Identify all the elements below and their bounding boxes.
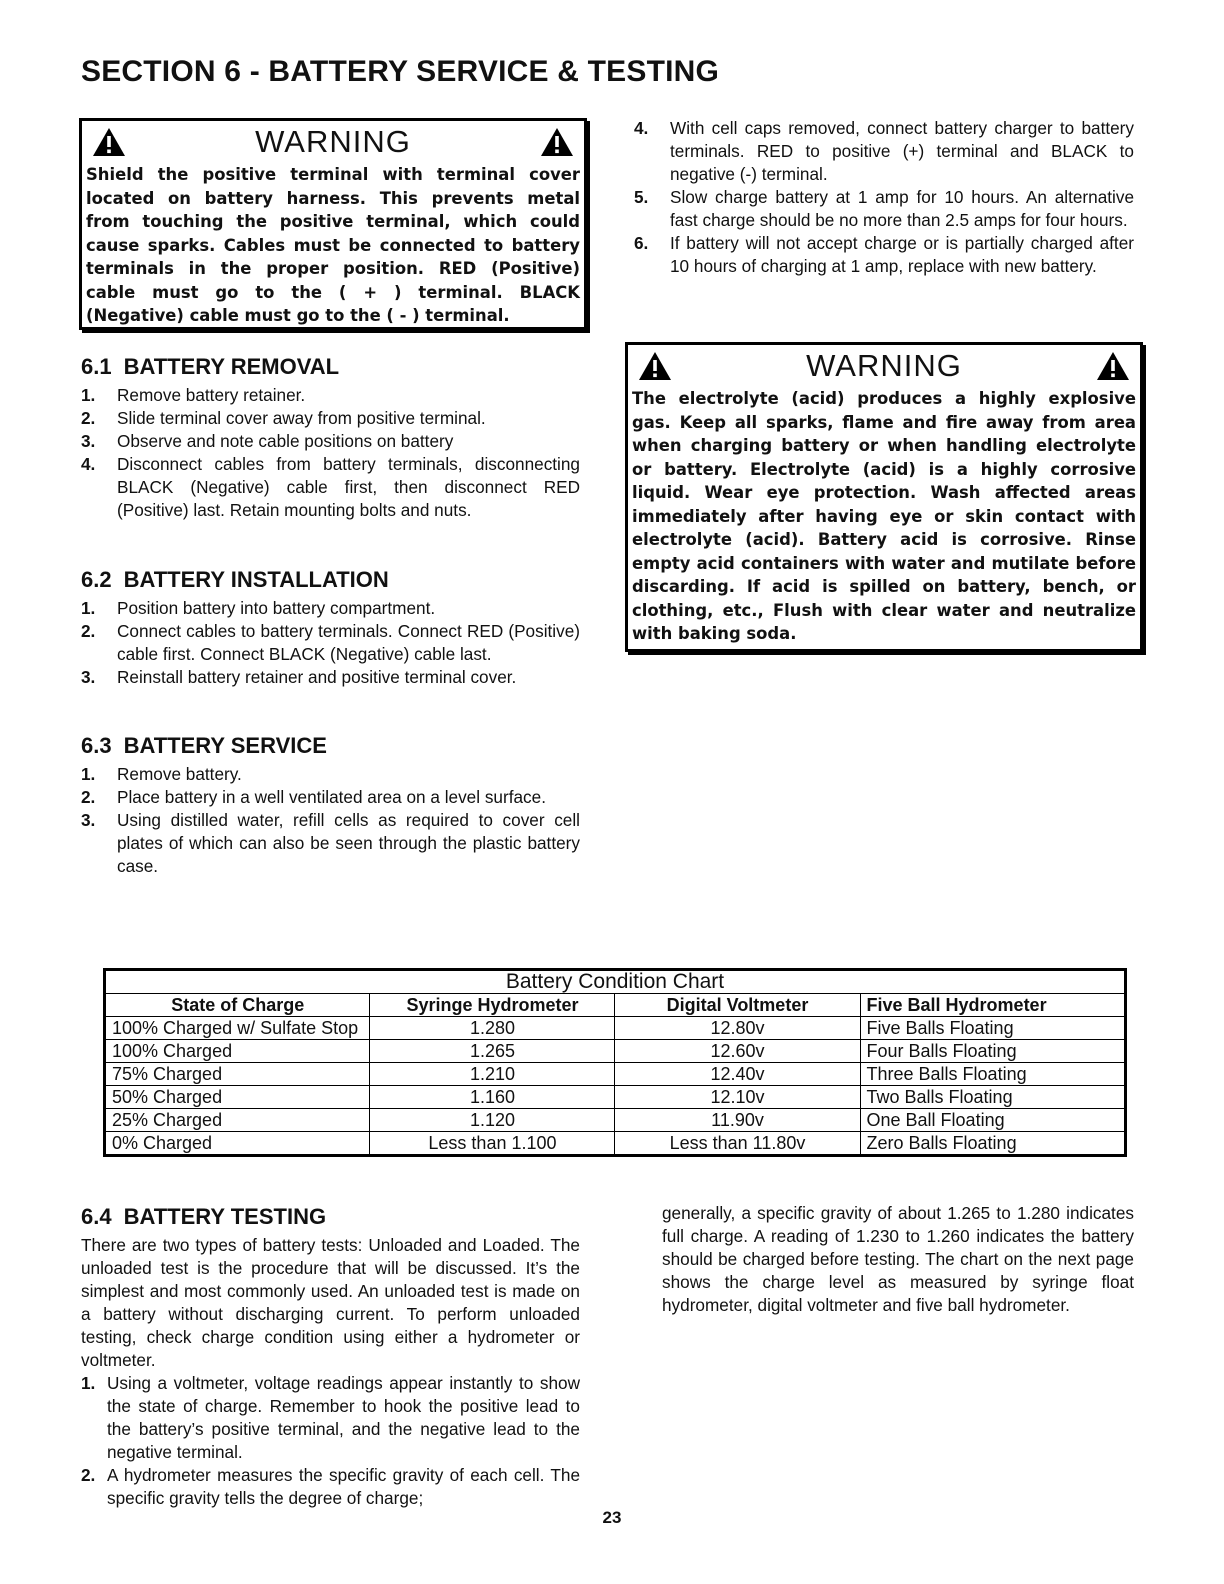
list-item: 2. Place battery in a well ventilated area on a level surface. <box>81 787 546 807</box>
table-cell: 1.160 <box>370 1086 615 1109</box>
table-row <box>105 1109 1126 1132</box>
table-row <box>105 1017 1126 1040</box>
table-cell: One Ball Floating <box>860 1109 1125 1132</box>
section-title: SECTION 6 - BATTERY SERVICE & TESTING <box>81 55 720 88</box>
table-row <box>105 1132 1126 1156</box>
battery-condition-chart <box>103 968 1127 1157</box>
list-item: 1. Remove battery retainer. <box>81 385 306 405</box>
list-item: 3. Using distilled water, refill cells as required to cover cell plates of which can also be seen through the plastic battery case. <box>81 810 580 876</box>
section-heading: BATTERY INSTALLATION <box>123 567 389 592</box>
table-cell: 11.90v <box>615 1109 860 1132</box>
table-row <box>105 1040 1126 1063</box>
table-cell: Less than 1.100 <box>370 1132 615 1156</box>
table-cell: Two Balls Floating <box>860 1086 1125 1109</box>
warning-triangle-icon <box>540 127 574 157</box>
list-item: 3. Observe and note cable positions on battery <box>81 431 454 451</box>
warning-title: WARNING <box>806 348 962 383</box>
section-battery-testing <box>81 1204 580 1510</box>
column-header: Digital Voltmeter <box>615 994 860 1017</box>
warning-title: WARNING <box>255 124 411 159</box>
installation-steps <box>81 597 580 689</box>
section-number: 6.1 <box>81 354 112 379</box>
section-heading: BATTERY REMOVAL <box>123 354 340 379</box>
table-cell: Three Balls Floating <box>860 1063 1125 1086</box>
warning-triangle-icon <box>1096 351 1130 381</box>
table-cell: Less than 11.80v <box>615 1132 860 1156</box>
column-header: State of Charge <box>105 994 370 1017</box>
table-cell: 1.265 <box>370 1040 615 1063</box>
warning-text: The electrolyte (acid) produces a highly explosive gas. Keep all sparks, flame and fire away from area when charging battery or when handling electrolyte or battery. Electrolyte (acid) is a highly corrosive liquid. Wear eye protection. Wash affected areas immediately after having eye or skin contact with electrolyte (acid). Battery acid is corrosive. Rinse empty acid containers with water and mutilate before discarding. If acid is spilled on battery, bench, or clothing, etc., Flush with clear water and neutralize with baking soda. <box>632 389 1136 643</box>
table-cell: 1.280 <box>370 1017 615 1040</box>
table-cell: 1.210 <box>370 1063 615 1086</box>
section-heading: BATTERY TESTING <box>123 1204 327 1229</box>
warning-triangle-icon <box>92 127 126 157</box>
warning-triangle-icon <box>638 351 672 381</box>
table-cell: 50% Charged <box>105 1086 370 1109</box>
section-number: 6.4 <box>81 1204 112 1229</box>
table-cell: Four Balls Floating <box>860 1040 1125 1063</box>
page-number: 23 <box>602 1508 622 1527</box>
service-steps-continued <box>634 117 1134 278</box>
list-item: 1. Remove battery. <box>81 764 242 784</box>
table-cell: 12.80v <box>615 1017 860 1040</box>
service-steps <box>81 763 580 878</box>
warning-box-terminal <box>79 118 587 330</box>
table-cell: Five Balls Floating <box>860 1017 1125 1040</box>
table-header-row <box>105 994 1126 1017</box>
table-cell: 12.10v <box>615 1086 860 1109</box>
section-number: 6.3 <box>81 733 112 758</box>
removal-steps <box>81 384 580 522</box>
table-cell: 0% Charged <box>105 1132 370 1156</box>
section-battery-removal <box>81 354 580 522</box>
table-cell: Zero Balls Floating <box>860 1132 1125 1156</box>
chart-title: Battery Condition Chart <box>105 970 1126 994</box>
section-battery-installation <box>81 567 580 689</box>
list-item: 1. Using a voltmeter, voltage readings appear instantly to show the state of charge. Remember to hook the positive lead to the battery’s positive terminal, and the negative lead to the negative terminal. <box>81 1373 580 1462</box>
section-heading: BATTERY SERVICE <box>123 733 327 758</box>
table-cell: 75% Charged <box>105 1063 370 1086</box>
table-cell: 25% Charged <box>105 1109 370 1132</box>
list-item: 2. A hydrometer measures the specific gravity of each cell. The specific gravity tells the degree of charge; <box>81 1465 580 1508</box>
testing-intro: There are two types of battery tests: Unloaded and Loaded. The unloaded test is the procedure that will be discussed. It’s the simplest and most commonly used. An unloaded test is made on a battery without discharging current. To perform unloaded testing, check charge condition using either a hydrometer or voltmeter. <box>81 1235 580 1370</box>
table-cell: 1.120 <box>370 1109 615 1132</box>
list-item: 1. Position battery into battery compartment. <box>81 598 436 618</box>
list-item: 4. With cell caps removed, connect battery charger to battery terminals. RED to positive (+) terminal and BLACK to negative (-) terminal. <box>634 118 1134 184</box>
list-item: 2. Slide terminal cover away from positive terminal. <box>81 408 486 428</box>
list-item: 2. Connect cables to battery terminals. Connect RED (Positive) cable first. Connect BLACK (Negative) cable last. <box>81 621 580 664</box>
warning-text: Shield the positive terminal with terminal cover located on battery harness. This prevents metal from touching the positive terminal, which could cause sparks. Cables must be connected to battery terminals in the proper position. RED (Positive) cable must go to the ( + ) terminal. BLACK (Negative) cable must go to the ( - ) terminal. <box>86 165 580 325</box>
testing-continuation: generally, a specific gravity of about 1.265 to 1.280 indicates full charge. A reading of 1.230 to 1.260 indicates the battery should be charged before testing. The chart on the next page shows the charge level as measured by syringe float hydrometer, digital voltmeter and five ball hydrometer. <box>662 1203 1134 1315</box>
table-cell: 12.60v <box>615 1040 860 1063</box>
list-item: 5. Slow charge battery at 1 amp for 10 hours. An alternative fast charge should be no more than 2.5 amps for four hours. <box>634 187 1134 230</box>
list-item: 3. Reinstall battery retainer and positive terminal cover. <box>81 667 517 687</box>
table-row <box>105 1063 1126 1086</box>
table-cell: 12.40v <box>615 1063 860 1086</box>
list-item: 6. If battery will not accept charge or is partially charged after 10 hours of charging at 1 amp, replace with new battery. <box>634 233 1134 276</box>
warning-box-electrolyte <box>625 342 1143 652</box>
list-item: 4. Disconnect cables from battery terminals, disconnecting BLACK (Negative) cable first, then disconnect RED (Positive) last. Retain mounting bolts and nuts. <box>81 454 580 520</box>
testing-steps <box>81 1372 580 1510</box>
section-battery-service <box>81 733 580 878</box>
table-row <box>105 1086 1126 1109</box>
section-number: 6.2 <box>81 567 112 592</box>
table-cell: 100% Charged <box>105 1040 370 1063</box>
column-header: Five Ball Hydrometer <box>860 994 1125 1017</box>
table-cell: 100% Charged w/ Sulfate Stop <box>105 1017 370 1040</box>
column-header: Syringe Hydrometer <box>370 994 615 1017</box>
